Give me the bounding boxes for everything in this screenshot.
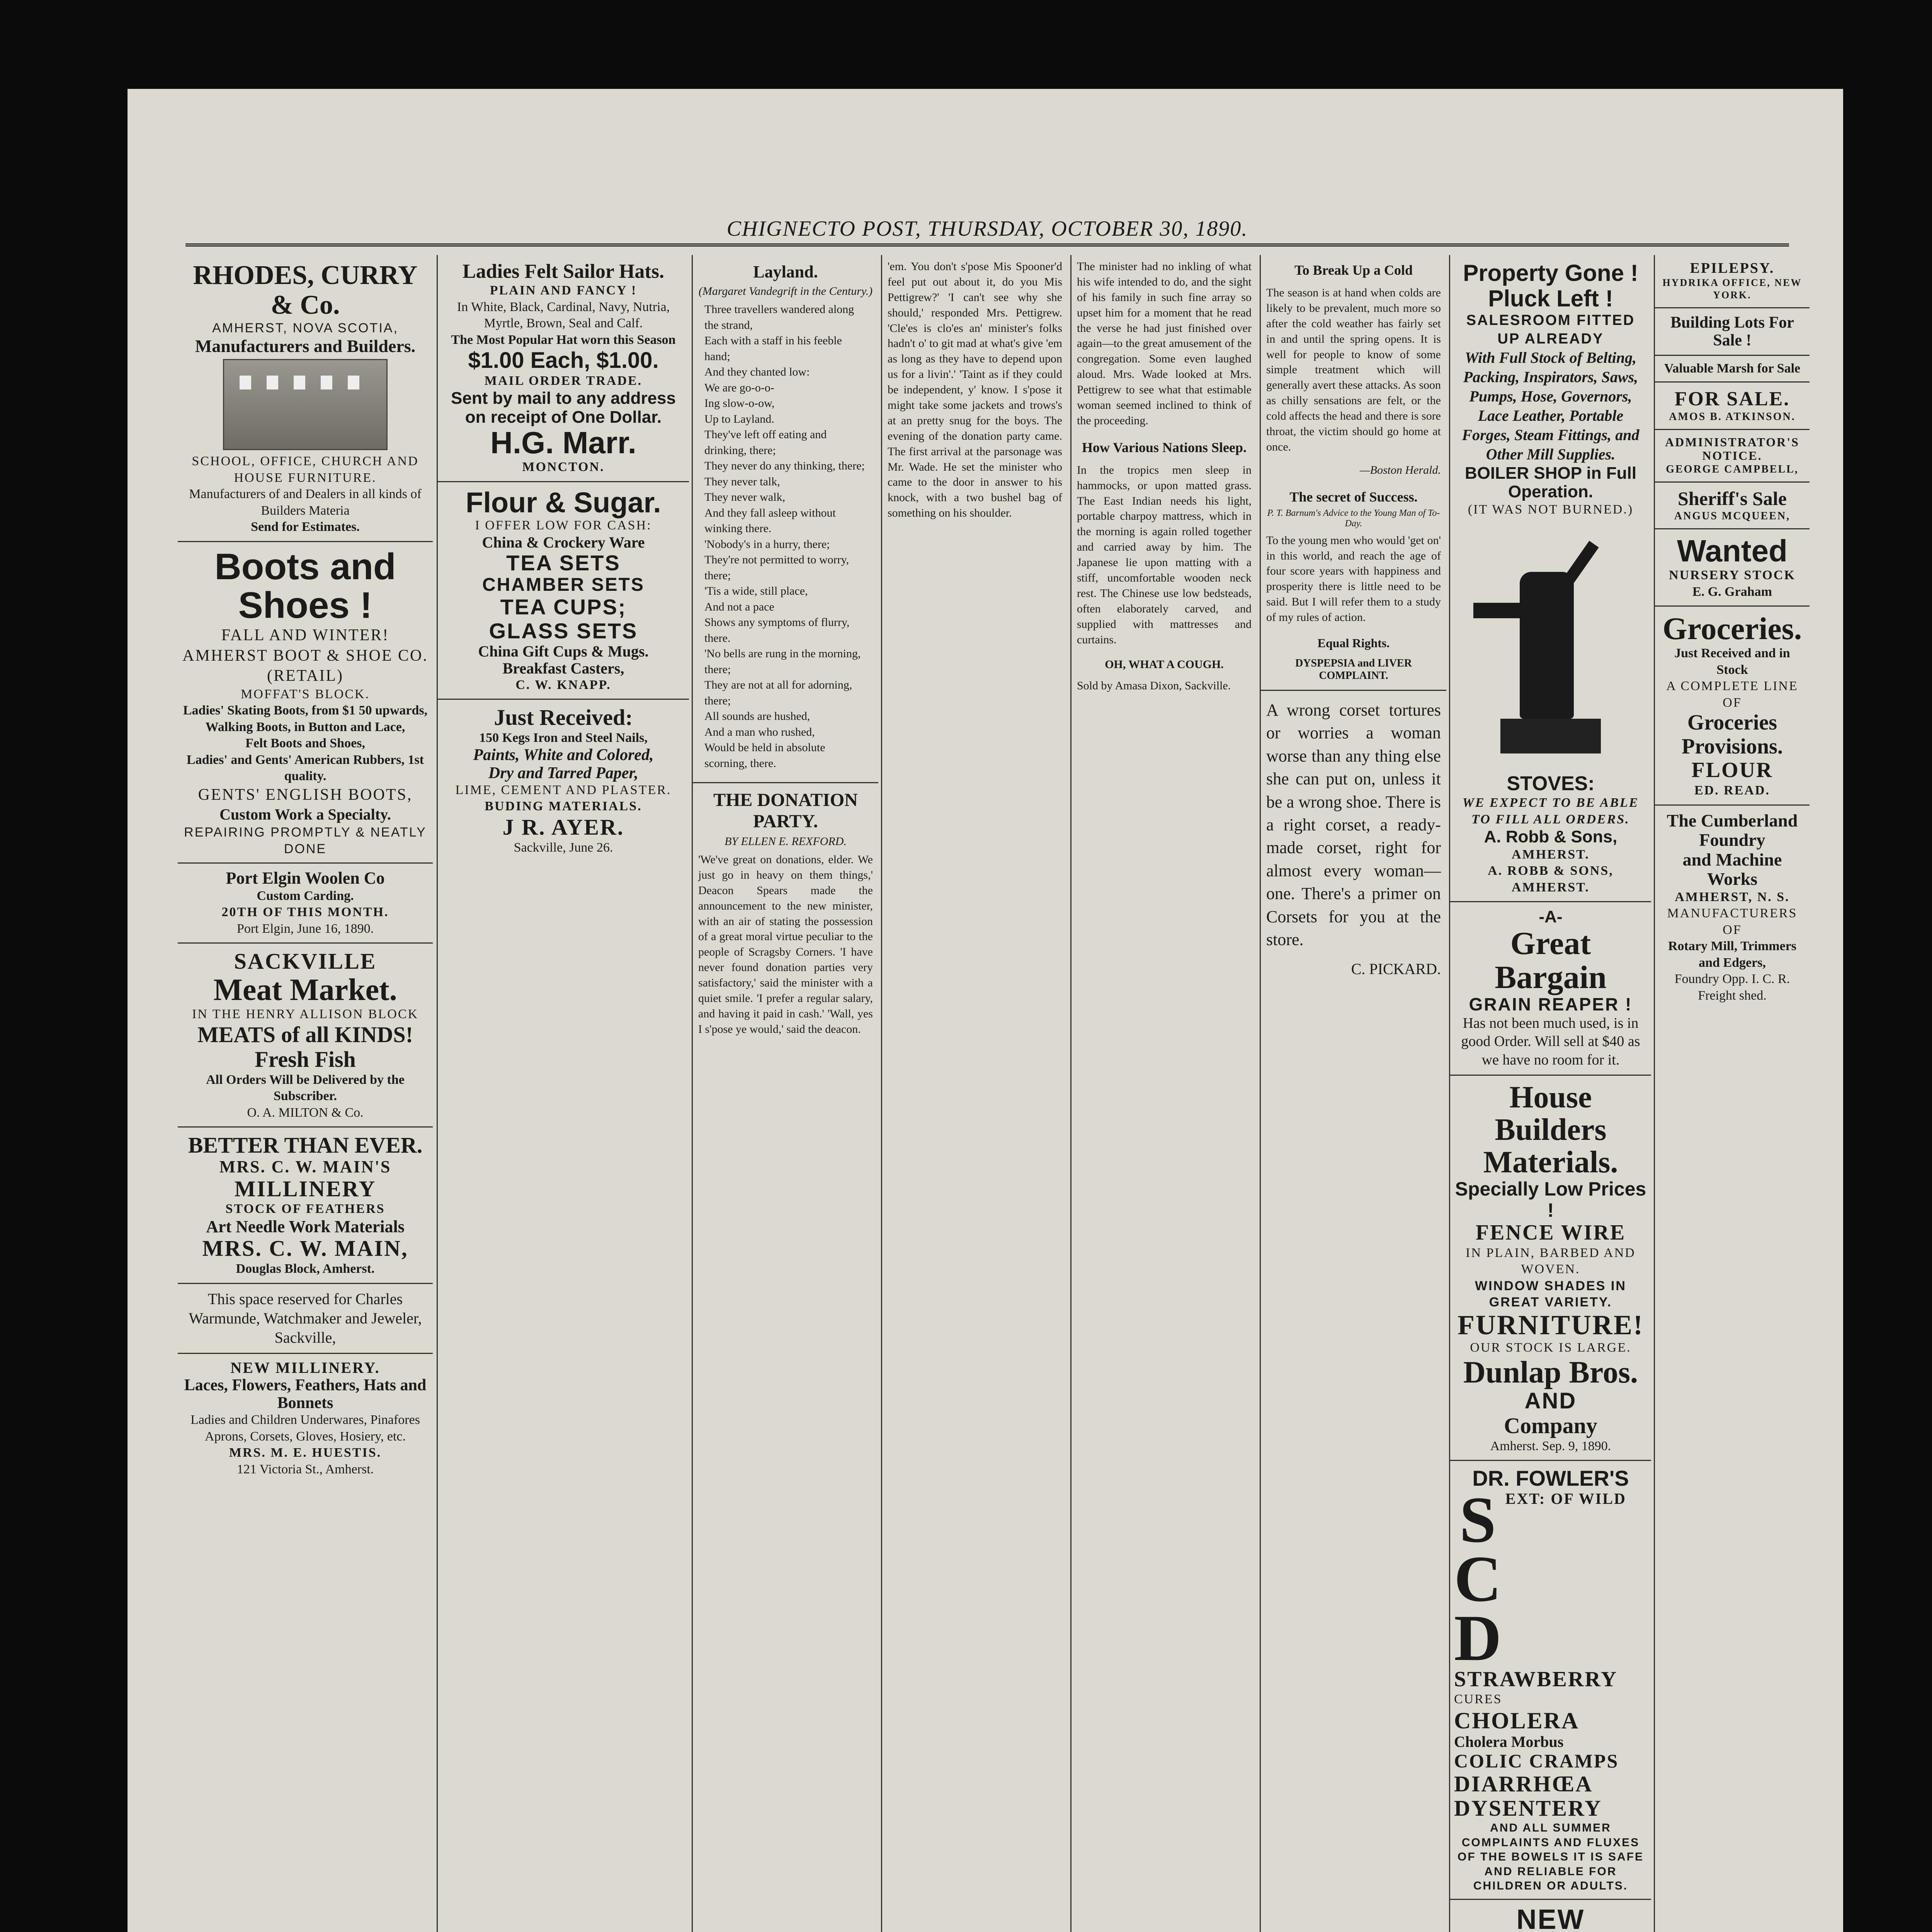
ad-line: and Machine Works [1682, 849, 1782, 889]
ad-line: DIARRHŒA [1454, 1771, 1593, 1796]
ad-line: Breakfast Casters, [502, 659, 624, 677]
column-3 [692, 255, 878, 1932]
poem-line: They never walk, [704, 491, 786, 503]
main-millinery-ad [178, 1128, 433, 1284]
story-byline: BY ELLEN E. REXFORD. [724, 835, 847, 848]
ad-line: Walking Boots, in Button and Lace, [205, 719, 405, 734]
ad-line: O. A. MILTON & Co. [247, 1105, 364, 1120]
poem-line: They've left off eating and drinking, there; [704, 428, 827, 457]
ad-line: Port Elgin, June 16, 1890. [236, 921, 374, 936]
port-elgin-ad [178, 864, 433, 944]
poem-line: 'Nobody's in a hurry, there; [704, 537, 830, 551]
poem-title: Layland. [753, 262, 818, 281]
ad-line: AMHERST. [1512, 847, 1590, 862]
ad-line: CHAMBER SETS [482, 574, 645, 595]
poem-line: And they fall asleep without winking there. [704, 506, 836, 535]
story-body: 'We've great on donations, elder. We just go in heavy on them things,' Deacon Spears made the announcement to the new minister, with an air of stating the possession of a great moral virtue peculiar to the people of Scragsby Corners. 'I have never found donation parties very satisfactory,' said the minister with a quiet smile. 'I prefer a regular salary, and having it paid in cash.' 'Wall, yes I s'pose ye would,' said the deacon. [698, 853, 873, 1036]
poem-line: They're not permitted to worry, there; [704, 553, 849, 582]
dunlap-ad [1450, 1076, 1651, 1461]
poem-line: All sounds are hushed, [704, 710, 810, 723]
ad-title: BETTER THAN EVER. [188, 1133, 423, 1158]
ad-line: 20TH OF THIS MONTH. [221, 905, 389, 920]
ad-line: Specially Low Prices ! [1455, 1178, 1646, 1221]
poem-line: Would be held in absolute scorning, there. [704, 741, 825, 770]
article-body: In the tropics men sleep in hammocks, or upon matted grass. The East Indian needs his light, portable charpoy mattress, which in the morning is again rolled together and carried away by him. The Japanese lie upon matting with a stiff, uncomfortable wooden neck rest. The Chinese use low bedsteads, often elaborately carved, and supplied with mattresses and curtains. [1077, 463, 1252, 646]
poem-line: And not a pace [704, 600, 774, 613]
article-body: Sold by Amasa Dixon, Sackville. [1077, 679, 1231, 692]
ad-line: Groceries [1687, 711, 1777, 735]
ad-line: 121 Victoria St., Amherst. [236, 1462, 374, 1476]
ad-line: (IT WAS NOT BURNED.) [1468, 502, 1634, 517]
ad-line: I OFFER LOW FOR CASH: [475, 518, 652, 533]
ad-line: BOILER SHOP in Full Operation. [1464, 464, 1637, 502]
poem-body [693, 298, 878, 775]
ad-line: STRAWBERRY [1454, 1667, 1618, 1691]
ad-title: RHODES, CURRY & Co. [193, 260, 418, 320]
ad-line: Laces, Flowers, Feathers, Hats and Bonnets [184, 1376, 427, 1412]
hamilton-ad [1450, 1900, 1651, 1932]
ad-line: Custom Work a Specialty. [219, 806, 391, 823]
sailor-hats-ad [438, 255, 689, 482]
ad-line: REPAIRING PROMPTLY & NEATLY DONE [184, 825, 427, 856]
ad-line: -A- [1539, 907, 1563, 927]
admin-notice [1655, 430, 1810, 483]
ad-line: OUR STOCK IS LARGE. [1470, 1340, 1631, 1355]
ad-line: A COMPLETE LINE OF [1666, 679, 1798, 710]
ad-line: GEORGE CAMPBELL, [1666, 463, 1799, 476]
ad-line: A. ROBB & SONS, AMHERST. [1488, 864, 1614, 895]
ad-line: AMHERST, N. S. [1675, 889, 1790, 904]
ad-title: NEW MILLINERY. [230, 1359, 380, 1376]
ad-line: A. Robb & Sons, [1484, 827, 1617, 847]
building-lots-ad [1655, 308, 1810, 356]
article-body: To the young men who would 'get on' in this world, and reach the age of four score years with happiness and prosperity there is little need to be said. But I will refer them to a study of my rules of action. [1266, 534, 1441, 624]
factory-illustration [223, 359, 388, 450]
ad-title: FOR SALE. [1674, 388, 1790, 410]
ad-title: Valuable Marsh for Sale [1664, 361, 1801, 376]
ad-line: CURES [1454, 1692, 1502, 1707]
ad-line: 150 Kegs Iron and Steel Nails, [479, 730, 648, 745]
ad-line: Custom Carding. [257, 888, 354, 903]
ad-line: STOCK OF FEATHERS [225, 1202, 385, 1216]
ad-title: DR. FOWLER'S [1472, 1466, 1629, 1490]
ad-line: Felt Boots and Shoes, [245, 736, 365, 751]
ad-line: DYSENTERY [1454, 1796, 1602, 1821]
poem-line: They are not at all for adorning, there; [704, 679, 852, 707]
ad-line: MRS. C. W. MAIN'S [219, 1157, 391, 1177]
ad-line: MRS. C. W. MAIN, [202, 1236, 408, 1261]
ad-line: TEA SETS [506, 550, 621, 575]
ad-line: SALESROOM FITTED UP ALREADY [1466, 312, 1635, 347]
ad-line: Send for Estimates. [251, 520, 360, 534]
ad-line: STOVES: [1507, 772, 1595, 795]
ad-line: TEA CUPS; [500, 595, 627, 619]
ad-line: Company [1504, 1413, 1597, 1438]
article-subtitle: P. T. Barnum's Advice to the Young Man of To-Day. [1267, 508, 1440, 529]
ad-line: Has not been much used, is in good Order. Will sell at $40 as we have no room for it. [1461, 1015, 1640, 1068]
poem-line: Each with a staff in his feeble hand; [704, 334, 842, 363]
ad-line: AMOS B. ATKINSON. [1669, 410, 1796, 423]
ad-line: Manufacturers of and Dealers in all kinds of Builders Materia [189, 487, 422, 518]
corset-ad-sign: C. PICKARD. [1351, 960, 1441, 978]
article-source: —Boston Herald. [1360, 463, 1441, 476]
ad-line: LIME, CEMENT AND PLASTER. [455, 782, 672, 797]
ad-line: All Orders Will be Delivered by the Subscriber. [206, 1072, 405, 1104]
ad-line: MONCTON. [522, 460, 605, 474]
poem-line: And a man who rushed, [704, 725, 815, 738]
ayer-ad [438, 700, 689, 861]
ad-title: FURNITURE! [1457, 1309, 1644, 1340]
ad-title: Sheriff's Sale [1678, 488, 1787, 510]
ad-line: $1.00 Each, $1.00. [468, 348, 659, 373]
poem-line: We are go-o-o- [704, 381, 774, 394]
ad-line: Fresh Fish [255, 1047, 356, 1072]
ad-title: Building Lots For Sale ! [1670, 313, 1794, 349]
ad-line: FENCE WIRE [1475, 1221, 1626, 1245]
article-title: OH, WHAT A COUGH. [1105, 658, 1224, 671]
ad-line: Ladies and Children Underwares, Pinafores Aprons, Corsets, Gloves, Hosiery, etc. [190, 1413, 420, 1444]
ad-line: MANUFACTURERS OF [1667, 906, 1798, 937]
ad-line: WINDOW SHADES IN GREAT VARIETY. [1475, 1278, 1626, 1310]
pump-illustration [1466, 526, 1636, 765]
ad-line: HYDRIKA OFFICE, NEW YORK. [1662, 277, 1802, 301]
ad-line: J R. AYER. [502, 814, 624, 840]
robb-ad [1450, 255, 1651, 902]
ad-line: Foundry Opp. I. C. R. Freight shed. [1674, 972, 1790, 1003]
for-sale-ad [1655, 383, 1810, 430]
boots-shoes-ad [178, 542, 433, 864]
ad-line: MEATS of all KINDS! [197, 1022, 413, 1048]
ad-line: MILLINERY [234, 1176, 376, 1201]
masthead: CHIGNECTO POST, THURSDAY, OCTOBER 30, 1890. [185, 216, 1789, 247]
ad-title: Port Elgin Woolen Co [226, 869, 385, 888]
ad-line: Sackville, June 26. [514, 840, 613, 855]
ad-line: BUDING MATERIALS. [485, 799, 642, 814]
new-millinery-ad [178, 1354, 433, 1483]
ad-line: NURSERY STOCK [1669, 568, 1796, 583]
wanted-ad [1655, 529, 1810, 607]
ad-line: AND [1524, 1388, 1577, 1413]
ad-subtitle: Manufacturers and Builders. [195, 336, 416, 356]
ad-line: Ladies' and Gents' American Rubbers, 1st quality. [187, 752, 424, 784]
article-body: The season is at hand when colds are likely to be prevalent, much more so after the cold weather has fairly set in and until the spring opens. It is well for people to know of some simple treatment which will generally avert these attacks. As soon as chilly sensations are felt, or the cold affects the head and there is sore throat, the victim should go home at once. [1266, 286, 1441, 453]
ad-line: Douglas Block, Amherst. [236, 1262, 375, 1276]
ad-line: C. W. KNAPP. [515, 677, 611, 692]
ad-title: Groceries. [1662, 611, 1802, 646]
ad-line: Ladies' Skating Boots, from $1 50 upwards, [183, 703, 428, 718]
column-6 [1260, 255, 1446, 1932]
poem-line: Shows any symptoms of flurry, there. [704, 616, 850, 645]
poem-line: They never do any thinking, there; [704, 459, 865, 472]
ad-line: Rotary Mill, Trimmers and Edgers, [1668, 939, 1797, 970]
column-2 [437, 255, 689, 1932]
poem-line: Ing slow-o-ow, [704, 397, 775, 410]
epilepsy-ad [1655, 255, 1810, 308]
article-title: The secret of Success. [1289, 489, 1418, 505]
poem-line: Up to Layland. [704, 412, 774, 425]
ad-title: H.G. Marr. [490, 425, 636, 460]
ad-line: GLASS SETS [489, 618, 638, 643]
article-title: To Break Up a Cold [1294, 262, 1413, 278]
ad-line: Just Received and in Stock [1674, 646, 1790, 677]
ad-line: COLIC CRAMPS [1454, 1750, 1619, 1772]
ad-title: Wanted [1677, 534, 1787, 568]
rhodes-curry-ad [178, 255, 433, 542]
ad-title: ADMINISTRATOR'S NOTICE. [1665, 435, 1799, 463]
ad-line: GENTS' ENGLISH BOOTS, [198, 786, 413, 804]
story-body-continued: 'em. You don't s'pose Mis Spooner'd feel put out about it, do you Mis Pettigrew?' 'I can't see why she should,' responded Mrs. Pettigrew. 'Cle'es is clo'es an' minister's folks hadn't o' to git mad at what's give 'em as long as they have to depend upon us for a livin'.' 'Taint as if they could be independent, y' know. I s'pose it might take some jackets and trows's at an pretty snug for the boys. The evening of the donation party came. The first arrival at the parsonage was Mr. Wade. He set the minister who came to the door in answer to his knock, with a two bushel bag of something on his shoulder. [888, 260, 1062, 520]
column-8 [1654, 255, 1810, 1932]
ad-line: EXT: OF WILD [1505, 1490, 1626, 1507]
ad-title: Boots and Shoes ! [214, 546, 396, 626]
ad-line: The Most Popular Hat worn this Season [451, 332, 676, 347]
ad-line: AMHERST BOOT & SHOE CO. (RETAIL) [182, 646, 428, 685]
ad-title: EPILEPSY. [1690, 260, 1775, 276]
flour-china-ad [438, 482, 689, 700]
article-title: How Various Nations Sleep. [1082, 439, 1247, 455]
ad-place: AMHERST, NOVA SCOTIA, [212, 321, 398, 335]
article-title: DYSPEPSIA and LIVER COMPLAINT. [1295, 657, 1412, 682]
ad-line: SCHOOL, OFFICE, CHURCH AND HOUSE FURNITURE. [192, 454, 419, 485]
ad-line: Sent by mail to any address on receipt of One Dollar. [451, 389, 676, 427]
column-1 [178, 255, 433, 1932]
poem-line: 'Tis a wide, still place, [704, 585, 808, 597]
ad-title: NEW [1516, 1904, 1585, 1932]
fowler-ad [1450, 1461, 1651, 1900]
reaper-ad [1450, 902, 1651, 1076]
ad-line: Dry and Tarred Paper, [488, 764, 639, 782]
poem-line: Three travellers wandered along the strand, [704, 303, 854, 332]
scd-letters: S C D [1454, 1483, 1502, 1674]
ad-line: China & Crockery Ware [482, 533, 645, 551]
ad-title: Dunlap Bros. [1463, 1355, 1638, 1389]
ad-line: Cholera Morbus [1454, 1733, 1564, 1750]
ad-title: Flour & Sugar. [466, 486, 661, 519]
ad-line: MRS. M. E. HUESTIS. [229, 1446, 382, 1460]
ad-line: CHOLERA [1454, 1708, 1580, 1733]
ad-line: E. G. Graham [1692, 584, 1772, 599]
ad-line: Provisions. [1682, 734, 1783, 759]
poem-author: (Margaret Vandegrift in the Century.) [698, 285, 873, 298]
ad-line: With Full Stock of Belting, Packing, Inspirators, Saws, Pumps, Hose, Governors, Lace Leather, Portable Forges, Steam Fittings, and Other Mill Supplies. [1462, 349, 1639, 463]
ad-line: WE EXPECT TO BE ABLE TO FILL ALL ORDERS. [1462, 796, 1639, 827]
foundry-ad [1655, 806, 1810, 1010]
ad-line: MOFFAT'S BLOCK. [241, 687, 370, 701]
poem-line: 'No bells are rung in the morning, there; [704, 647, 861, 676]
ad-line: FALL AND WINTER! [221, 626, 389, 645]
newspaper-page [128, 89, 1843, 1932]
ad-title: Property Gone ! Pluck Left ! [1463, 260, 1638, 311]
ad-line: AND ALL SUMMER COMPLAINTS AND FLUXES OF THE BOWELS IT IS SAFE AND RELIABLE FOR CHILDREN OR ADULTS. [1457, 1821, 1644, 1893]
article-title: Equal Rights. [1317, 636, 1390, 650]
ad-line: FLOUR [1691, 758, 1773, 782]
ad-line: GRAIN REAPER ! [1469, 994, 1633, 1015]
corset-ad-body: A wrong corset tortures or worries a woman worse than any thing else she can put on, unless it be a wrong shoe. There is a right corset, a ready-made corset, right for almost every woman—one. There's a primer on Corsets for you at the store. [1261, 690, 1446, 955]
ad-title: Great Bargain [1495, 925, 1607, 995]
sackville-meat-ad [178, 944, 433, 1128]
ad-line: IN THE HENRY ALLISON BLOCK [192, 1007, 419, 1021]
poem-line: And they chanted low: [704, 366, 810, 378]
ad-line: ANGUS MCQUEEN, [1674, 510, 1791, 522]
ad-line: In White, Black, Cardinal, Navy, Nutria, Myrtle, Brown, Seal and Calf. [457, 299, 670, 331]
ad-line: This space reserved for Charles Warmunde, Watchmaker and Jeweler, Sackville, [189, 1290, 422, 1346]
ad-line: Art Needle Work Materials [206, 1217, 405, 1236]
column-4 [881, 255, 1068, 1932]
ad-line: Paints, White and Colored, [473, 746, 654, 764]
ad-title: The Cumberland Foundry [1667, 810, 1798, 850]
sheriff-sale [1655, 483, 1810, 529]
ad-title: House Builders Materials. [1483, 1080, 1618, 1180]
story-body-ending: The minister had no inkling of what his wife intended to do, and the sight of his family in such fine array so upset him for a moment that he read the verse he had just finished over again—to the great amusement of the congregation. Some even laughed aloud. Mrs. Wade looked at Mrs. Pettigrew to see what that estimable woman seemed inclined to think of the proceeding. [1077, 260, 1252, 427]
ad-line: ED. READ. [1694, 783, 1770, 798]
ad-title: Meat Market. [213, 973, 397, 1007]
ad-line: MAIL ORDER TRADE. [484, 373, 643, 388]
ad-line: China Gift Cups & Mugs. [478, 642, 649, 660]
ad-line: Amherst. Sep. 9, 1890. [1490, 1439, 1611, 1453]
ad-line: PLAIN AND FANCY ! [490, 283, 637, 298]
column-7 [1449, 255, 1651, 1932]
ad-line: IN PLAIN, BARBED AND WOVEN. [1466, 1245, 1636, 1277]
groceries-ad [1655, 607, 1810, 805]
ad-title: Just Received: [494, 705, 633, 730]
ad-title: Ladies Felt Sailor Hats. [463, 260, 664, 282]
column-5 [1070, 255, 1257, 1932]
story-title: THE DONATION PARTY. [693, 782, 878, 832]
reserved-space-ad [178, 1284, 433, 1354]
poem-line: They never talk, [704, 475, 780, 488]
ad-title: SACKVILLE [234, 949, 377, 974]
marsh-ad [1655, 356, 1810, 382]
